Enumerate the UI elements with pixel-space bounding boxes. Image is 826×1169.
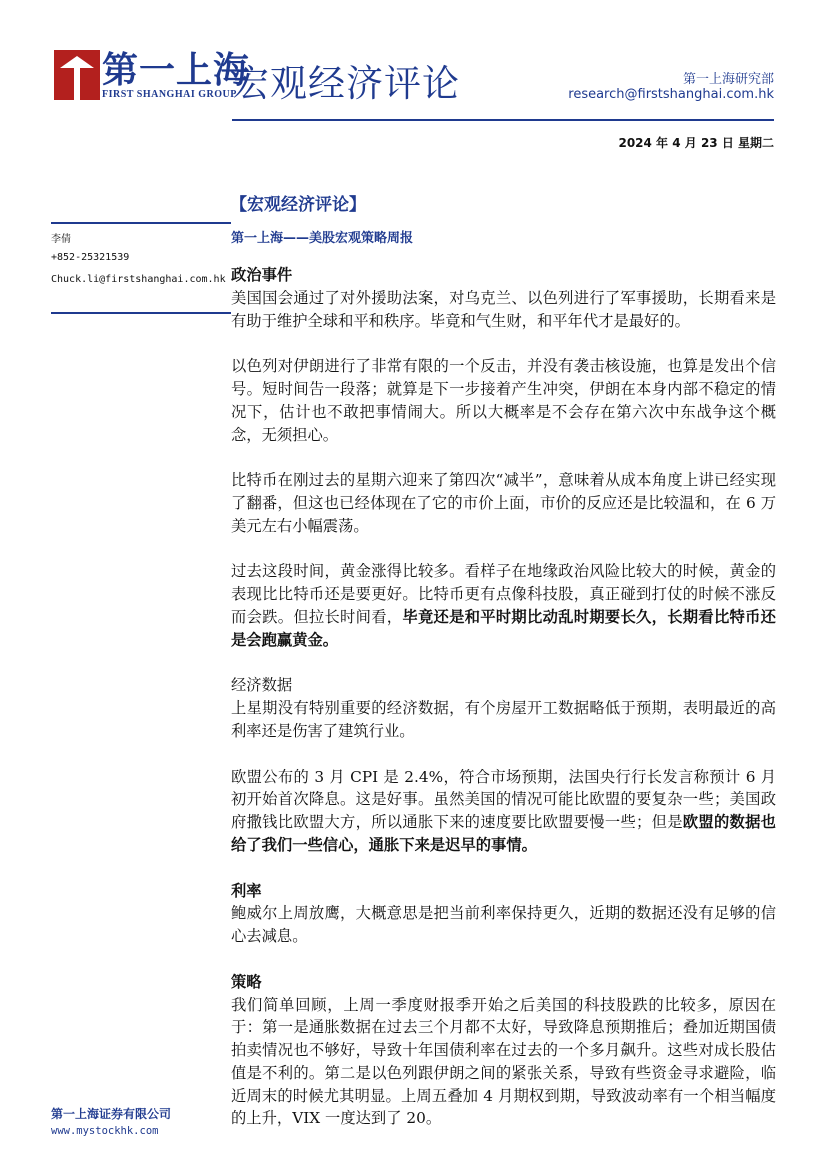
heading-strategy: 策略 bbox=[231, 972, 262, 991]
logo-english-name: FIRST SHANGHAI GROUP bbox=[102, 89, 237, 100]
politics-paragraph-3: 比特币在刚过去的星期六迎来了第四次“减半”，意味着从成本角度上讲已经实现了翻番，但这也已经体现在了它的市价上面，市价的反应还是比较温和，在 6 万美元左右小幅震荡。 bbox=[231, 471, 776, 535]
author-divider-bottom bbox=[51, 312, 231, 314]
section-title: 【宏观经济评论】 bbox=[230, 195, 366, 215]
economy-paragraph-2-text: 欧盟公布的 3 月 CPI 是 2.4%，符合市场预期，法国央行行长发言称预计 6 月初开始首次降息。这是好事。虽然美国的情况可能比欧盟的要复杂一些；美国政府撒钱比欧盟大方，所以通胀下来的速度要比欧盟要慢一些；但是 bbox=[231, 767, 776, 832]
author-divider-top bbox=[51, 222, 231, 224]
politics-paragraph-1: 美国国会通过了对外援助法案，对乌克兰、以色列进行了军事援助，长期看来是有助于维护全球和平和秩序。毕竟和气生财，和平年代才是最好的。 bbox=[231, 288, 776, 330]
politics-paragraph-2: 以色列对伊朗进行了非常有限的一个反击，并没有袭击核设施，也算是发出个信号。短时间告一段落；就算是下一步接着产生冲突，伊朗在本身内部不稳定的情况下，估计也不敢把事情闹大。所以大概率是不会存在第六次中东战争这个概念，无须担心。 bbox=[231, 357, 776, 444]
economy-paragraph-1: 上星期没有特别重要的经济数据，有个房屋开工数据略低于预期，表明最近的高利率还是伤害了建筑行业。 bbox=[231, 699, 776, 740]
author-phone: +852-25321539 bbox=[51, 252, 130, 263]
department-name: 第一上海研究部 bbox=[682, 72, 774, 87]
report-body bbox=[231, 264, 776, 1153]
footer-company-name: 第一上海证券有限公司 bbox=[51, 1107, 172, 1121]
rates-paragraph-1: 鲍威尔上周放鹰，大概意思是把当前利率保持更久，近期的数据还没有足够的信心去减息。 bbox=[231, 904, 776, 946]
heading-rates: 利率 bbox=[231, 881, 262, 900]
publication-title: 宏观经济评论 bbox=[232, 62, 460, 105]
footer-website-link[interactable]: www.mystockhk.com bbox=[51, 1125, 159, 1137]
politics-paragraph-4-emphasis: 毕竟还是和平时期比动乱时期要长久，长期看比特币还是会跑赢黄金。 bbox=[231, 607, 776, 649]
heading-politics: 政治事件 bbox=[231, 266, 293, 284]
author-name: 李倩 bbox=[51, 234, 71, 245]
report-subtitle: 第一上海——美股宏观策略周报 bbox=[231, 231, 414, 246]
politics-paragraph-4-text: 过去这段时间，黄金涨得比较多。看样子在地缘政治风险比较大的时候，黄金的表现比比特币还是要更好。比特币更有点像科技股，真正碰到打仗的时候不涨反而会跌。但拉长时间看， bbox=[231, 562, 776, 626]
heading-economy: 经济数据 bbox=[231, 676, 293, 695]
logo-chinese-name: 第一上海 bbox=[102, 49, 251, 91]
report-date: 2024 年 4 月 23 日 星期二 bbox=[618, 136, 774, 150]
politics-paragraph-4 bbox=[231, 560, 776, 651]
research-email-link[interactable]: research@firstshanghai.com.hk bbox=[568, 87, 774, 102]
economy-paragraph-2-emphasis: 欧盟的数据也给了我们一些信心，通胀下来是迟早的事情。 bbox=[231, 813, 776, 854]
strategy-paragraph-1: 我们简单回顾，上周一季度财报季开始之后美国的科技股跌的比较多，原因在于：第一是通胀数据在过去三个月都不太好，导致降息预期推后；叠加近期国债拍卖情况也不够好，导致十年国债利率在过去的一个多月飙升。这些对成长股估值是不利的。第二是以色列跟伊朗之间的紧张关系，导致有些资金寻求避险，临近周末的时候尤其明显。上周五叠加 4 月期权到期，导致波动率有一个相当幅度的上升，VIX 一度达到了 20。 bbox=[231, 995, 776, 1128]
author-email-link[interactable]: Chuck.li@firstshanghai.com.hk bbox=[51, 274, 226, 285]
header-divider bbox=[232, 119, 774, 121]
company-logo-icon bbox=[54, 50, 100, 100]
economy-paragraph-2 bbox=[231, 766, 776, 857]
